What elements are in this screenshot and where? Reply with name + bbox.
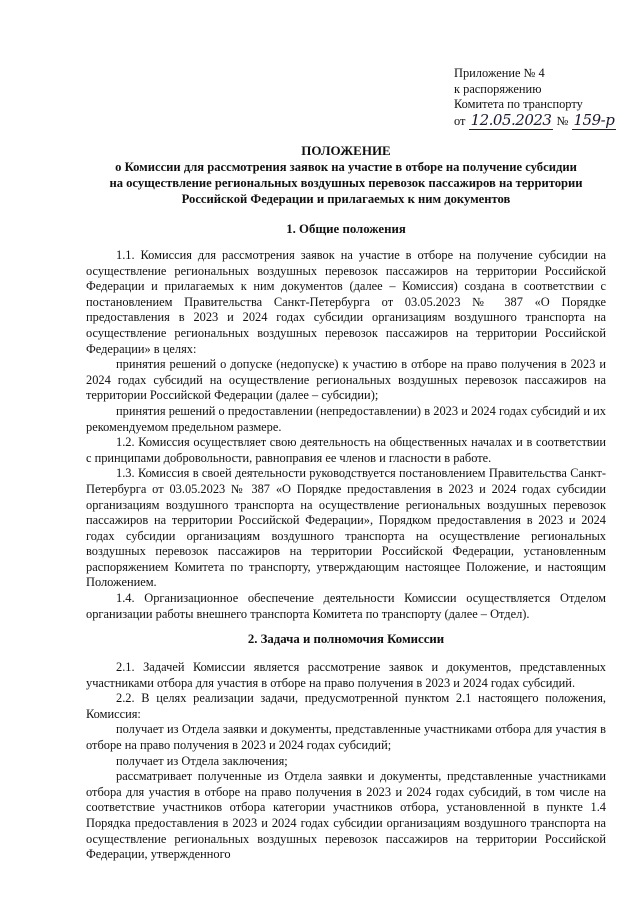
title-main: ПОЛОЖЕНИЕ <box>301 143 391 158</box>
handwritten-date: 12.05.2023 <box>470 110 552 129</box>
paragraph: 1.3. Комиссия в своей деятельности руководствуется постановлением Правительства Санкт-Петербурга от 03.05.2023 № 387 «О Порядке предоставления в 2023 и 2024 годах субсидии организациям воздушного транспорта на осуществление региональных воздушных перевозок пассажиров на территории Российской Федерации», Порядком предоставления в 2023 и 2024 годах субсидии организациям воздушного транспорта на осуществление региональных воздушных перевозок пассажиров на территории Российской Федерации, установленным распоряжением Комитета по транспорту, утверждающим настоящее Положение, и настоящим Положением. <box>86 466 606 590</box>
title-line-3: Российской Федерации и прилагаемых к ним документов <box>181 192 511 206</box>
paragraph: 1.2. Комиссия осуществляет свою деятельность на общественных началах и в соответствии с принципами добровольности, равноправия ее членов и гласности в работе. <box>86 435 606 465</box>
document-title <box>86 143 606 207</box>
annex-line-3: Комитета по транспорту <box>454 97 583 111</box>
paragraph: 2.2. В целях реализации задачи, предусмотренной пунктом 2.1 настоящего положения, Комиссия: <box>86 691 606 721</box>
annex-line-1: Приложение № 4 <box>454 66 545 80</box>
paragraph: 1.1. Комиссия для рассмотрения заявок на участие в отборе на получение субсидии на осуществление региональных воздушных перевозок пассажиров на территории Российской Федерации и прилагаемых к ним документов (далее – Комиссия) создана в соответствии с постановлением Правительства Санкт-Петербурга от 03.05.2023 № 387 «О Порядке предоставления в 2023 и 2024 годах субсидии организациям воздушного транспорта на осуществление региональных воздушных перевозок пассажиров на территории Российской Федерации» в целях: <box>86 248 606 356</box>
paragraph: 1.4. Организационное обеспечение деятельности Комиссии осуществляется Отделом организации работы внешнего транспорта Комитета по транспорту (далее – Отдел). <box>86 591 606 621</box>
section-2-heading: 2. Задача и полномочия Комиссии <box>247 632 445 646</box>
section-2-body <box>86 660 606 863</box>
paragraph: 2.1. Задачей Комиссии является рассмотрение заявок и документов, представленных участниками отбора для участия в отборе на право получения в 2023 и 2024 годах субсидий. <box>86 660 606 690</box>
annex-block <box>454 66 616 129</box>
section-1-heading: 1. Общие положения <box>286 222 406 236</box>
paragraph: получает из Отдела заявки и документы, представленные участниками отбора для участия в отборе на право получения в 2023 и 2024 годах субсидий; <box>86 722 606 752</box>
paragraph: получает из Отдела заключения; <box>116 753 288 768</box>
annex-date-line <box>454 110 616 130</box>
paragraph: рассматривает полученные из Отдела заявки и документы, представленные участниками отбора для участия в отборе на право получения в 2023 и 2024 годах субсидий, в том числе на соответствие участников отбора категории участников отбора, установленной в пункте 1.4 Порядка предоставления в 2023 и 2024 годах субсидии организациям воздушного транспорта на осуществление региональных воздушных перевозок пассажиров на территории Российской Федерации, утвержденного <box>86 769 606 862</box>
section-1-body <box>86 248 606 622</box>
paragraph: принятия решений о предоставлении (непредоставлении) в 2023 и 2024 годах субсидий и их рекомендуемом предельном размере. <box>86 403 606 434</box>
annex-date-prefix: от <box>454 113 466 128</box>
handwritten-number: 159-р <box>573 110 615 129</box>
annex-number-prefix: № <box>556 113 569 128</box>
title-line-2: на осуществление региональных воздушных перевозок пассажиров на территории <box>109 176 583 190</box>
title-line-1: о Комиссии для рассмотрения заявок на участие в отборе на получение субсидии <box>115 160 577 174</box>
annex-line-2: к распоряжению <box>454 81 542 96</box>
paragraph: принятия решений о допуске (недопуске) к участию в отборе на право получения в 2023 и 2024 годах субсидий на осуществление региональных воздушных перевозок пассажиров на территории Российской Федерации (далее – субсидии); <box>86 357 606 403</box>
